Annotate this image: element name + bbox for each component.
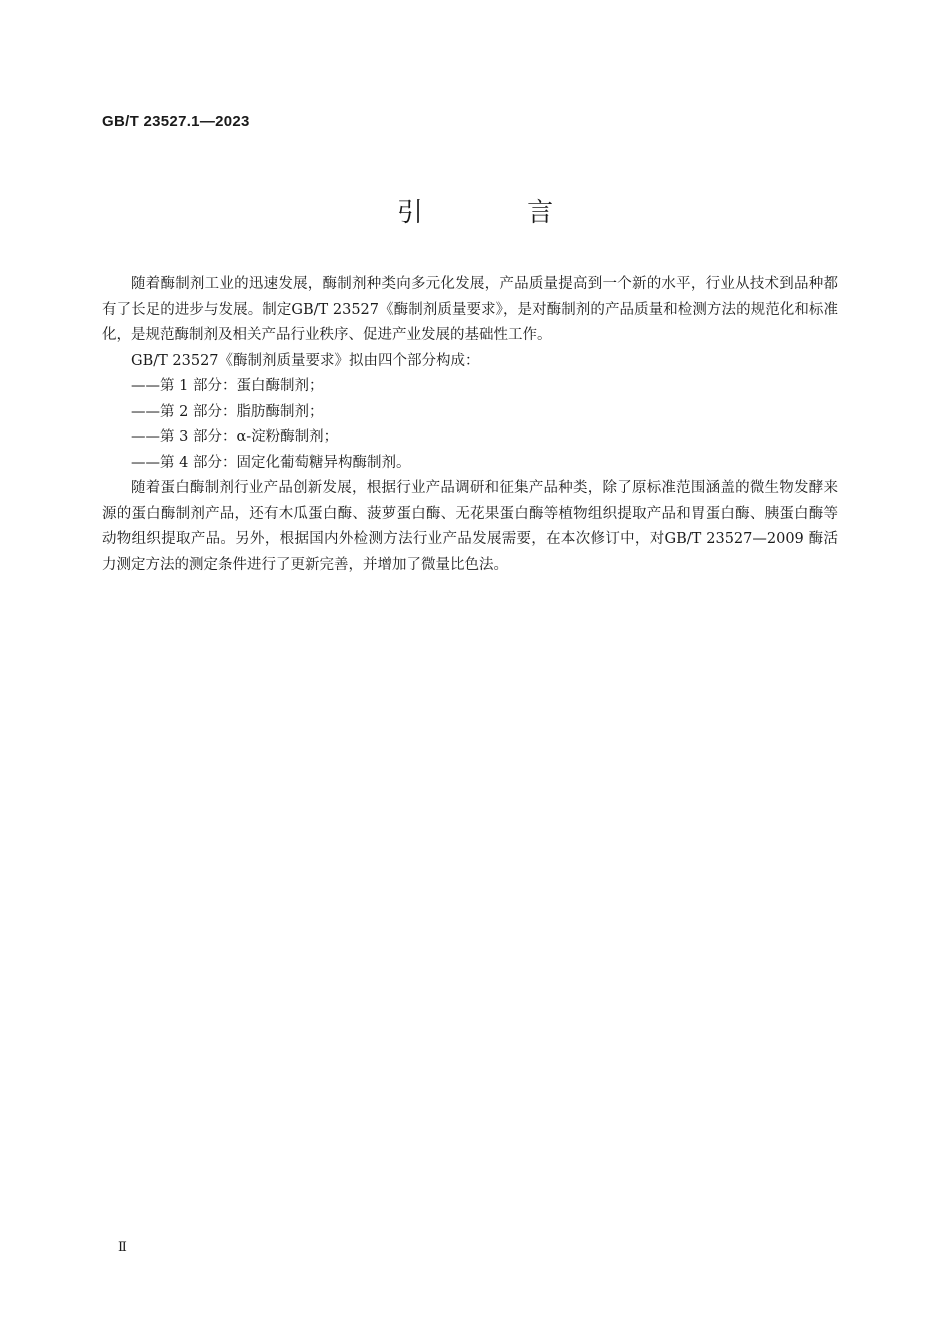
list-item-part-4: ——第 4 部分：固定化葡萄糖异构酶制剂。 xyxy=(131,454,411,471)
paragraph-structure: GB/T 23527《酶制剂质量要求》拟由四个部分构成： xyxy=(131,352,480,369)
page-number: Ⅱ xyxy=(118,1240,127,1255)
standard-code: GB/T 23527.1—2023 xyxy=(102,113,250,130)
list-item-part-1: ——第 1 部分：蛋白酶制剂； xyxy=(131,378,324,394)
list-item-part-2: ——第 2 部分：脂肪酶制剂； xyxy=(131,403,324,420)
paragraph-revision: 随着蛋白酶制剂行业产品创新发展，根据行业产品调研和征集产品种类，除了原标准范围涵盖的微生物发酵来源的蛋白酶制剂产品，还有木瓜蛋白酶、菠萝蛋白酶、无花果蛋白酶等植物组织提取产品和胃蛋白酶、胰蛋白酶等动物组织提取产品。另外，根据国内外检测方法行业产品发展需要，在本次修订中，对GB/T 23527—2009 酶活力测定方法的测定条件进行了更新完善，并增加了微量比色法。 xyxy=(102,480,838,573)
paragraph-intro: 随着酶制剂工业的迅速发展，酶制剂种类向多元化发展，产品质量提高到一个新的水平，行业从技术到品种都有了长足的进步与发展。制定GB/T 23527《酶制剂质量要求》，是对酶制剂的产品质量和检测方法的规范化和标准化，是规范酶制剂及相关产品行业秩序、促进产业发展的基础性工作。 xyxy=(102,276,838,343)
list-item-part-3: ——第 3 部分：α-淀粉酶制剂； xyxy=(131,429,339,445)
introduction-body xyxy=(102,272,838,578)
section-title: 引 言 xyxy=(396,198,602,228)
